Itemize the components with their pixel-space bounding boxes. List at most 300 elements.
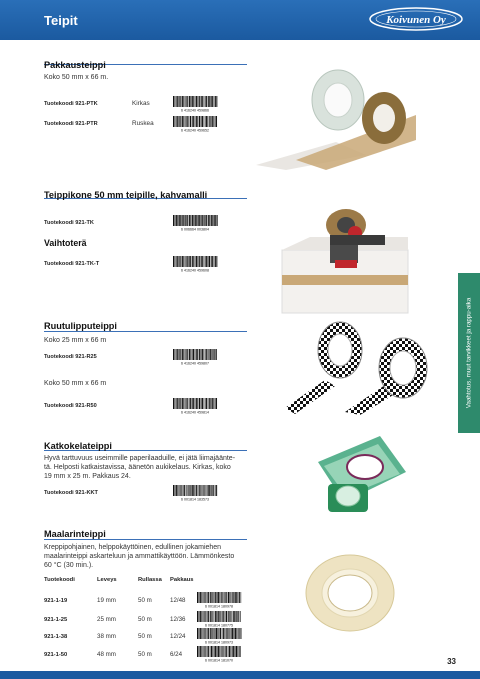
barcode-bar <box>176 349 177 360</box>
barcode-bar <box>201 628 202 639</box>
barcode-bar <box>201 646 202 657</box>
barcode-number: 6 416240 459807 <box>181 361 209 365</box>
barcode-bar <box>210 628 211 639</box>
barcode-bar <box>179 256 180 267</box>
barcode-bar <box>173 485 174 496</box>
barcode-bar <box>211 485 212 496</box>
barcode-bar <box>201 96 202 107</box>
barcode-bar <box>201 256 202 267</box>
section-divider <box>44 539 247 540</box>
barcode-bar <box>203 592 204 603</box>
barcode-bar <box>198 611 199 622</box>
barcode-bar <box>188 485 189 496</box>
barcode-bar <box>207 628 208 639</box>
masking-tape-image <box>300 545 400 635</box>
barcode <box>172 116 218 132</box>
barcode-number: 6 001814 180978 <box>205 604 233 608</box>
barcode-bar <box>207 646 208 657</box>
barcode-bar <box>174 215 175 226</box>
barcode-bar <box>222 628 223 639</box>
barcode-bar <box>198 646 199 657</box>
barcode-bar <box>179 116 180 127</box>
barcode-bar <box>183 256 184 267</box>
barcode-bar <box>200 628 201 639</box>
barcode-bar <box>202 349 203 360</box>
table-cell-width: 48 mm <box>97 651 116 658</box>
barcode-bar <box>204 398 205 409</box>
barcode-bar <box>208 628 209 639</box>
barcode-bar <box>214 349 215 360</box>
barcode-bar <box>197 116 198 127</box>
barcode-bar <box>215 96 216 107</box>
barcode-bar <box>227 628 228 639</box>
table-header-width: Leveys <box>97 577 117 583</box>
barcode-number: 6 006664 003804 <box>181 227 209 231</box>
barcode-bar <box>214 256 215 267</box>
barcode-bar <box>234 611 235 622</box>
barcode-bar <box>190 215 191 226</box>
barcode-bar <box>236 628 237 639</box>
barcode-bar <box>186 96 187 107</box>
barcode-bar <box>208 592 209 603</box>
table-cell-code: 921-1-25 <box>44 617 68 623</box>
barcode-bar <box>206 398 207 409</box>
barcode-bar <box>195 96 196 107</box>
footer-bar <box>0 671 480 679</box>
barcode-bar <box>208 96 209 107</box>
barcode-bar <box>179 96 180 107</box>
barcode-bar <box>190 398 191 409</box>
barcode <box>172 256 218 272</box>
barcode-bar <box>211 611 212 622</box>
barcode-bar <box>203 646 204 657</box>
barcode-bar <box>193 349 194 360</box>
barcode-bar <box>216 256 217 267</box>
barcode-bar <box>205 398 206 409</box>
product-color: Kirkas <box>132 100 150 107</box>
barcode-bar <box>190 116 191 127</box>
barcode-bar <box>212 349 213 360</box>
barcode-bar <box>220 628 221 639</box>
barcode-bar <box>182 349 183 360</box>
barcode-bar <box>210 398 211 409</box>
barcode-bar <box>196 116 197 127</box>
barcode-bar <box>229 646 230 657</box>
barcode-bar <box>208 349 209 360</box>
section-desc: Koko 25 mm x 66 m <box>44 337 107 344</box>
barcode-bar <box>222 611 223 622</box>
barcode-bar <box>204 96 205 107</box>
section-title-pakkausteippi: Pakkausteippi <box>44 60 106 70</box>
barcode-bar <box>208 398 209 409</box>
section-desc-line: tä. Helposti katkaistavissa, äänetön aukikelaus. Kirkas, koko <box>44 464 231 471</box>
barcode-bar <box>212 611 213 622</box>
barcode-bar <box>230 646 231 657</box>
barcode-bar <box>241 592 242 603</box>
barcode-bar <box>211 215 212 226</box>
barcode-bar <box>209 116 210 127</box>
barcode-bar <box>193 96 194 107</box>
barcode-bar <box>208 485 209 496</box>
barcode-bar <box>210 116 211 127</box>
barcode-bar <box>176 485 177 496</box>
barcode-bar <box>207 116 208 127</box>
barcode-bar <box>206 256 207 267</box>
barcode-bar <box>198 592 199 603</box>
barcode-number: 6 416240 459814 <box>181 410 209 414</box>
barcode-bar <box>219 611 220 622</box>
barcode-bar <box>186 485 187 496</box>
barcode-bar <box>228 611 229 622</box>
section-title-katkokelateippi: Katkokelateippi <box>44 441 112 451</box>
barcode-bar <box>211 646 212 657</box>
barcode-number: 6 416240 459652 <box>181 128 209 132</box>
barcode-bar <box>223 611 224 622</box>
product-color: Ruskea <box>132 120 154 127</box>
barcode-bar <box>209 349 210 360</box>
barcode-bar <box>228 646 229 657</box>
barcode-bar <box>198 628 199 639</box>
barcode-bar <box>177 256 178 267</box>
page-number: 33 <box>447 657 456 666</box>
barcode-bar <box>176 256 177 267</box>
barcode-bar <box>183 215 184 226</box>
barcode-bar <box>224 628 225 639</box>
barcode-bar <box>199 96 200 107</box>
barcode-bar <box>206 96 207 107</box>
barcode-bar <box>235 628 236 639</box>
barcode-bar <box>213 592 214 603</box>
barcode-bar <box>189 485 190 496</box>
barcode-bar <box>233 592 234 603</box>
barcode-bar <box>180 398 181 409</box>
barcode-bar <box>229 611 230 622</box>
barcode-bar <box>219 646 220 657</box>
barcode-bar <box>173 215 174 226</box>
barcode-bar <box>197 349 198 360</box>
table-cell-roll: 50 m <box>138 633 152 640</box>
barcode-bar <box>181 485 182 496</box>
barcode-bar <box>231 628 232 639</box>
barcode-bar <box>215 628 216 639</box>
barcode-bar <box>215 646 216 657</box>
barcode-bar <box>184 485 185 496</box>
barcode-bar <box>183 116 184 127</box>
barcode-bar <box>198 485 199 496</box>
barcode-bar <box>212 592 213 603</box>
barcode-bar <box>216 628 217 639</box>
barcode-bar <box>214 646 215 657</box>
packing-tape-image <box>256 60 416 170</box>
barcode-bar <box>185 256 186 267</box>
barcode-bar <box>202 96 203 107</box>
table-cell-pack: 12/48 <box>170 597 186 604</box>
barcode-bar <box>213 349 214 360</box>
barcode-bar <box>216 96 217 107</box>
barcode <box>196 628 242 644</box>
table-cell-roll: 50 m <box>138 651 152 658</box>
table-cell-code: 921-1-50 <box>44 652 68 658</box>
barcode-bar <box>238 628 239 639</box>
barcode-bar <box>228 592 229 603</box>
barcode-bar <box>212 398 213 409</box>
barcode-bar <box>183 96 184 107</box>
barcode-bar <box>195 256 196 267</box>
barcode-bar <box>196 398 197 409</box>
table-cell-code: 921-1-19 <box>44 598 68 604</box>
barcode-bar <box>237 611 238 622</box>
barcode-bar <box>196 96 197 107</box>
barcode-bar <box>236 592 237 603</box>
barcode-bar <box>177 215 178 226</box>
barcode-number: 6 001814 180775 <box>205 623 233 627</box>
barcode-bar <box>205 116 206 127</box>
barcode-bar <box>177 485 178 496</box>
barcode-bar <box>176 116 177 127</box>
barcode-bar <box>201 485 202 496</box>
barcode-bar <box>212 485 213 496</box>
chapter-side-tab[interactable] <box>458 273 480 433</box>
barcode-bar <box>215 398 216 409</box>
barcode-bar <box>192 256 193 267</box>
barcode-bar <box>196 215 197 226</box>
section-desc-line: maalarinteippi askarteluun ja ammattikäyttöön. Lämmönkesto <box>44 553 235 560</box>
barcode-bar <box>235 646 236 657</box>
barcode-bar <box>197 592 198 603</box>
barcode-bar <box>204 628 205 639</box>
table-header-code: Tuotekoodi <box>44 577 75 583</box>
barcode-bar <box>217 215 218 226</box>
section-desc: Koko 50 mm x 66 m. <box>44 74 109 81</box>
section-desc: Koko 50 mm x 66 m <box>44 380 107 387</box>
barcode-bar <box>195 215 196 226</box>
barcode-bar <box>195 116 196 127</box>
barcode-bar <box>207 485 208 496</box>
svg-text:Koivunen Oy: Koivunen Oy <box>386 14 446 26</box>
barcode-bar <box>217 592 218 603</box>
header-bar <box>0 0 480 40</box>
barcode-bar <box>182 96 183 107</box>
barcode-bar <box>214 611 215 622</box>
barcode-bar <box>183 485 184 496</box>
barcode-bar <box>180 349 181 360</box>
barcode-bar <box>180 215 181 226</box>
barcode-bar <box>226 611 227 622</box>
barcode-bar <box>204 116 205 127</box>
barcode-bar <box>196 349 197 360</box>
barcode-number: 6 001814 183573 <box>181 497 209 501</box>
barcode-bar <box>212 215 213 226</box>
barcode-bar <box>208 215 209 226</box>
barcode-bar <box>187 96 188 107</box>
barcode-bar <box>199 398 200 409</box>
barcode-bar <box>173 256 174 267</box>
barcode-bar <box>185 349 186 360</box>
barcode-bar <box>214 96 215 107</box>
barcode-bar <box>216 485 217 496</box>
barcode-bar <box>204 611 205 622</box>
barcode-bar <box>222 646 223 657</box>
table-cell-roll: 50 m <box>138 616 152 623</box>
barcode-bar <box>225 592 226 603</box>
barcode-bar <box>176 398 177 409</box>
barcode-bar <box>213 485 214 496</box>
tape-dispenser-image <box>280 205 410 315</box>
barcode-number: 6 416240 459866 <box>181 108 209 112</box>
barcode-bar <box>187 215 188 226</box>
barcode-bar <box>205 349 206 360</box>
barcode <box>172 349 218 365</box>
barcode-bar <box>217 628 218 639</box>
barcode-bar <box>173 349 174 360</box>
barcode-bar <box>226 646 227 657</box>
barcode <box>172 96 218 112</box>
barcode-bar <box>213 398 214 409</box>
barcode-number: 6 001814 181070 <box>205 658 233 662</box>
barcode-bar <box>176 215 177 226</box>
barcode-bar <box>195 485 196 496</box>
barcode-bar <box>198 215 199 226</box>
barcode-bar <box>180 116 181 127</box>
barcode-bar <box>202 215 203 226</box>
barcode-bar <box>205 215 206 226</box>
barcode-bar <box>174 96 175 107</box>
barcode-bar <box>238 611 239 622</box>
barcode-bar <box>205 96 206 107</box>
barcode-bar <box>189 256 190 267</box>
barcode-bar <box>215 116 216 127</box>
barcode-bar <box>204 646 205 657</box>
barcode-bar <box>205 592 206 603</box>
barcode-bar <box>190 485 191 496</box>
section-desc-line: 60 °C (30 min.). <box>44 562 94 569</box>
barcode-bar <box>232 592 233 603</box>
barcode-bar <box>174 485 175 496</box>
barcode-bar <box>182 398 183 409</box>
barcode-bar <box>179 485 180 496</box>
barcode-bar <box>240 611 241 622</box>
barcode-bar <box>211 96 212 107</box>
barcode-bar <box>189 116 190 127</box>
barcode-bar <box>216 611 217 622</box>
barcode-bar <box>192 96 193 107</box>
barcode-bar <box>179 215 180 226</box>
barcode-bar <box>186 398 187 409</box>
barcode-bar <box>199 116 200 127</box>
checkered-tape-image <box>285 320 445 415</box>
barcode <box>196 592 242 608</box>
barcode-bar <box>190 96 191 107</box>
barcode-number: 6 001814 180973 <box>205 640 233 644</box>
barcode-bar <box>192 116 193 127</box>
section-desc-line: Hyvä tarttuvuus useimmille paperilaaduille, ei jätä liimajäänte- <box>44 455 236 462</box>
barcode-bar <box>211 628 212 639</box>
barcode-bar <box>202 256 203 267</box>
barcode-bar <box>192 485 193 496</box>
barcode-bar <box>229 592 230 603</box>
section-title-teippikone: Teippikone 50 mm teipille, kahvamalli <box>44 190 208 200</box>
barcode-bar <box>205 256 206 267</box>
barcode-bar <box>209 96 210 107</box>
barcode-bar <box>212 256 213 267</box>
barcode-bar <box>182 256 183 267</box>
barcode-bar <box>204 592 205 603</box>
barcode-bar <box>212 646 213 657</box>
barcode-bar <box>216 398 217 409</box>
barcode-bar <box>230 592 231 603</box>
cutter-tape-image <box>310 432 410 522</box>
barcode-bar <box>204 256 205 267</box>
barcode-bar <box>204 215 205 226</box>
barcode-bar <box>193 398 194 409</box>
barcode-bar <box>209 398 210 409</box>
barcode-bar <box>193 116 194 127</box>
barcode-bar <box>197 96 198 107</box>
barcode-bar <box>232 646 233 657</box>
barcode-bar <box>193 215 194 226</box>
barcode-bar <box>223 646 224 657</box>
barcode-bar <box>201 611 202 622</box>
barcode-bar <box>182 215 183 226</box>
table-cell-width: 38 mm <box>97 633 116 640</box>
barcode-bar <box>196 485 197 496</box>
barcode <box>172 215 218 231</box>
barcode-bar <box>193 485 194 496</box>
barcode-bar <box>207 611 208 622</box>
barcode-bar <box>185 398 186 409</box>
barcode-bar <box>240 646 241 657</box>
barcode-bar <box>199 349 200 360</box>
barcode-bar <box>214 215 215 226</box>
barcode-bar <box>192 398 193 409</box>
barcode-bar <box>195 349 196 360</box>
barcode-bar <box>196 256 197 267</box>
barcode-bar <box>217 646 218 657</box>
barcode-bar <box>185 96 186 107</box>
barcode-bar <box>204 485 205 496</box>
barcode-bar <box>189 96 190 107</box>
barcode-bar <box>187 398 188 409</box>
barcode-bar <box>186 215 187 226</box>
barcode-bar <box>197 646 198 657</box>
product-code: Tuotekoodi 921-PTR <box>44 121 98 127</box>
barcode-bar <box>185 215 186 226</box>
barcode-bar <box>215 215 216 226</box>
product-code: Tuotekoodi 921-TK-T <box>44 261 100 267</box>
barcode-bar <box>209 485 210 496</box>
product-code: Tuotekoodi 921-R50 <box>44 403 97 409</box>
barcode-bar <box>232 628 233 639</box>
barcode-bar <box>210 611 211 622</box>
barcode-bar <box>215 256 216 267</box>
barcode-bar <box>212 116 213 127</box>
barcode-bar <box>205 646 206 657</box>
barcode-bar <box>190 349 191 360</box>
barcode-bar <box>212 628 213 639</box>
barcode-bar <box>180 96 181 107</box>
barcode-bar <box>210 349 211 360</box>
barcode-bar <box>190 256 191 267</box>
barcode-bar <box>187 116 188 127</box>
barcode-bar <box>203 628 204 639</box>
barcode-bar <box>174 256 175 267</box>
barcode-bar <box>201 116 202 127</box>
table-cell-roll: 50 m <box>138 597 152 604</box>
barcode-bar <box>200 592 201 603</box>
table-cell-width: 19 mm <box>97 597 116 604</box>
barcode-bar <box>173 398 174 409</box>
barcode <box>196 611 242 627</box>
